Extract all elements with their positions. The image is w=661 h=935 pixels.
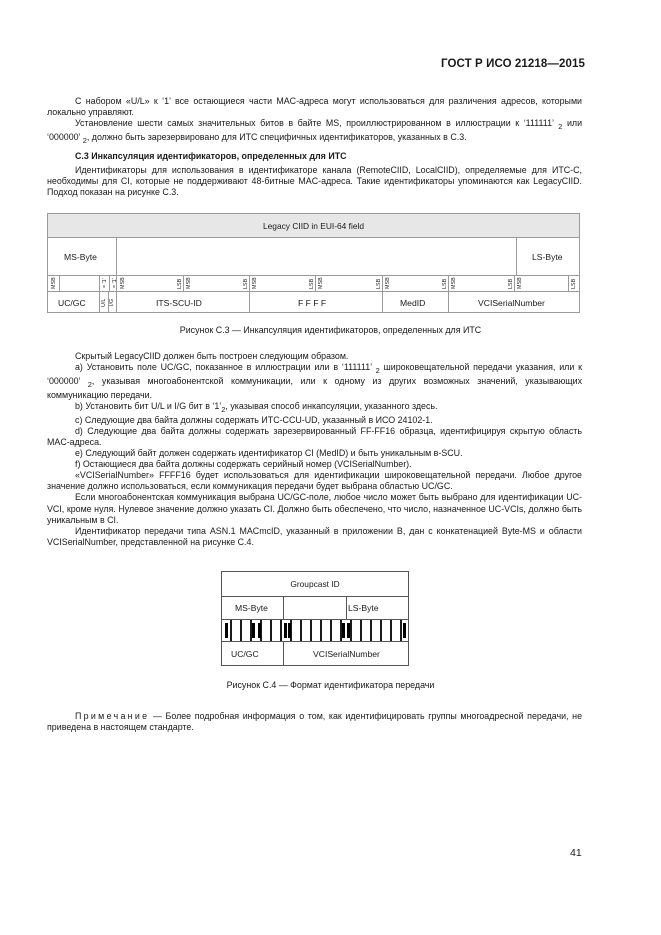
field-medid: MedID <box>400 297 426 308</box>
body-text-block <box>47 351 582 548</box>
paragraph-intro: Идентификаторы для использования в идентификаторе канала (RemoteCIID, LocalCIID), определяемые для ИТС-C, необходимы для CI, которые не поддерживают 48-битные MAC-адреса. Такие идентификаторы упоминаются как LegacyCIID. Подход показан на рисунке С.3. <box>47 165 582 198</box>
field-vci-serial: VCISerialNumber <box>478 297 545 308</box>
bit-label: = '1' <box>112 278 118 289</box>
figure-title-row <box>48 214 579 238</box>
paragraph-body-10: Идентификатор передачи типа ASN.1 MACmcID, указанный в приложении В, дан с конкатенацией Byte-MS и области VCISerialNumber, представленной на рисунке С.4. <box>47 525 582 547</box>
field-row <box>48 292 579 313</box>
top-text-block <box>47 96 582 198</box>
field-ffff: F F F F <box>298 297 327 308</box>
bit-label: MSB <box>517 277 523 290</box>
figure-groupcast-id <box>221 571 409 666</box>
paragraph-body-5: d) Следующие два байта должны содержать зарезервированный FF-FF16 образца, идентифицируя скрытую область MAC-адреса. <box>47 425 582 447</box>
bit-label: LSB <box>243 278 249 289</box>
page-number: 41 <box>570 847 582 859</box>
byte-row <box>222 597 408 620</box>
figure-c3-caption: Рисунок С.3 — Инкапсуляция идентификаторов, определенных для ИТС <box>179 325 482 335</box>
bit-label: LSB <box>508 278 514 289</box>
ls-byte-label: LS-Byte <box>348 603 379 613</box>
field-ucgc: UC/GC <box>231 649 259 659</box>
paragraph-body-4: c) Следующие два байта должны содержать ИТС-CCU-UD, указанный в ИСО 24102-1. <box>75 414 433 425</box>
ms-byte-label: MS-Byte <box>64 251 97 262</box>
paragraph-body-9: Если многоабонентская коммуникация выбрана UC/GC-поле, любое число может быть выбрано для идентификации UC-VCI, кроме нуля. Нулевое значение должно указать CI. Должно быть обеспечено, что число, назначенное UC-VCIs, должно быть уникальным в CI. <box>47 492 582 525</box>
paragraph-body-8: «VCISerialNumber» FFFF16 будет использоваться для идентификации широковещательной передачи. Любое другое значение должно использоваться, если коммуникация передачи будет выбрана областью UC/GC. <box>47 470 582 492</box>
bit-label: MSB <box>252 277 258 290</box>
bit-label: LSB <box>442 278 448 289</box>
bit-label: = '1' <box>102 278 108 289</box>
figure-legacy-ciid <box>47 213 580 313</box>
paragraph-body-3: b) Установить бит U/L и I/G бит в ‘$1’_2$, указывая способ инкапсуляции, указанного здесь. <box>75 400 438 414</box>
figure-c4-caption: Рисунок С.4 — Формат идентификатора передачи <box>226 680 435 690</box>
field-ul: U/L <box>101 298 107 307</box>
bit-label: MSB <box>451 277 457 290</box>
field-vci-serial: VCISerialNumber <box>313 649 380 659</box>
note-text: — Более подробная информация о том, как идентифицировать группы многоадресной передачи, не приведена в настоящем стандарте. <box>47 711 582 733</box>
bit-label: LSB <box>309 278 315 289</box>
figure-title-row <box>222 572 408 597</box>
bit-label: LSB <box>376 278 382 289</box>
paragraph-ms-bits: Установление шести самых значительных битов в байте MS, проиллюстрированном в иллюстрации к ‘111111’ $_2$ или ‘000000’ $_2$, должно быть зарезервировано для ИТС специфичных идентификаторов, указанных в С.3. <box>47 118 583 145</box>
figure-title: Groupcast ID <box>290 579 340 589</box>
byte-row <box>48 238 579 276</box>
bit-label: MSB <box>318 277 324 290</box>
document-header: ГОСТ Р ИСО 21218—2015 <box>440 58 585 70</box>
note-block <box>47 711 582 733</box>
paragraph-body-7: f) Остающиеся два байта должны содержать серийный номер (VCISerialNumber). <box>75 459 412 470</box>
section-title: С.3 Инкапсуляция идентификаторов, определенных для ИТС <box>75 150 347 161</box>
ms-byte-label: MS-Byte <box>235 603 268 613</box>
bit-order-row <box>48 276 579 292</box>
bit-label: MSB <box>186 277 192 290</box>
note-paragraph <box>47 711 582 733</box>
paragraph-body-6: e) Следующий байт должен содержать идентификатор CI (MedID) и быть уникальным в-SCU. <box>75 448 463 459</box>
note-label: Примечание <box>75 711 150 721</box>
bit-label: MSB <box>385 277 391 290</box>
paragraph-body-2: a) Установить поле UC/GC, показанное в иллюстрации или в ‘111111’ $_2$ широковещательной передачи указания, или к ‘000000’ $_2$, указывая многоабонентской коммуникации, или к одному из других возможных значений, указывающих коммуникацию передачи. <box>47 362 583 400</box>
field-ig: I/G <box>109 298 115 307</box>
figure-title: Legacy CIID in EUI-64 field <box>262 220 364 231</box>
field-row <box>222 642 408 666</box>
bit-label: MSB <box>120 277 126 290</box>
paragraph-body-1: Скрытый LegacyCIID должен быть построен следующим образом. <box>75 351 349 361</box>
bit-markers <box>222 620 408 641</box>
field-ucgc: UC/GC <box>58 297 86 308</box>
bit-label: LSB <box>571 278 577 289</box>
bit-markers <box>48 276 579 291</box>
field-its-scu-id: ITS-SCU-ID <box>156 297 202 308</box>
paragraph-ul: С набором «U/L» к ‘1’ все остающиеся части MAC-адреса могут использоваться для различения адресов, которыми локально управляют. <box>47 96 582 118</box>
bit-order-row <box>222 620 408 642</box>
ls-byte-label: LS-Byte <box>532 251 563 262</box>
bit-label: LSB <box>177 278 183 289</box>
bit-label: MSB <box>51 277 57 290</box>
